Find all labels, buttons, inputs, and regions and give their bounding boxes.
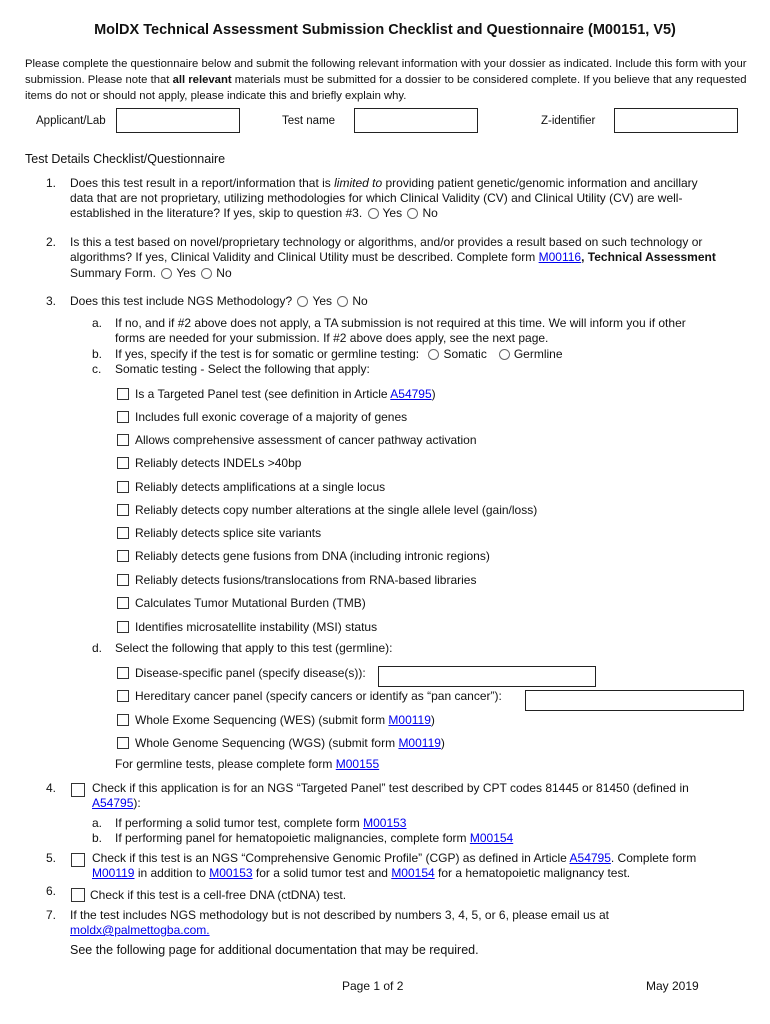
z-identifier-input[interactable] xyxy=(614,108,738,133)
m00153-link[interactable]: M00153 xyxy=(209,866,253,880)
somatic-item-label: Reliably detects INDELs >40bp xyxy=(135,456,302,470)
applicant-lab-label: Applicant/Lab xyxy=(36,115,106,127)
q5-line1: Check if this test is an NGS “Comprehensive Genomic Profile” (CGP) as defined in Article A54795. Complete form xyxy=(92,851,697,865)
somatic-label: Somatic xyxy=(443,347,487,361)
germline-item-label: Hereditary cancer panel (specify cancers or identify as “pan cancer”): xyxy=(135,689,502,703)
somatic-item-label: Reliably detects splice site variants xyxy=(135,526,322,540)
q3d-line: Select the following that apply to this test (germline): xyxy=(115,641,393,655)
germline-radio[interactable] xyxy=(499,349,510,360)
m00119-link[interactable]: M00119 xyxy=(92,866,135,880)
intro-paragraph xyxy=(25,56,750,104)
germline-checkbox[interactable] xyxy=(117,690,129,702)
somatic-checkbox[interactable] xyxy=(117,434,129,446)
q1-line3: established in the literature? If yes, skip to question #3. Yes No xyxy=(70,206,438,220)
q1-yes-radio[interactable] xyxy=(368,208,379,219)
q3a-letter: a. xyxy=(92,316,103,330)
test-name-label: Test name xyxy=(282,115,336,127)
m00154-link[interactable]: M00154 xyxy=(469,831,514,845)
q3-no-label: No xyxy=(352,294,368,308)
m00153-link[interactable]: M00153 xyxy=(363,816,407,830)
germline-item-label: Whole Exome Sequencing (WES) (submit form M00119) xyxy=(135,713,435,727)
intro-text-2: materials must be submitted for a dossier to be considered complete. If you believe that any requested items do not or should not apply, please indicate this and briefly explain why. xyxy=(25,74,747,102)
q2-number: 2. xyxy=(46,235,57,249)
q5-line2: M00119 in addition to M00153 for a solid tumor test and M00154 for a hematopoietic malignancy test. xyxy=(92,866,631,880)
somatic-checkbox[interactable] xyxy=(117,504,129,516)
q3-number: 3. xyxy=(46,294,57,308)
q3-no-radio[interactable] xyxy=(337,296,348,307)
somatic-checkbox[interactable] xyxy=(117,527,129,539)
test-name-input[interactable] xyxy=(354,108,478,133)
q7-line1: If the test includes NGS methodology but is not described by numbers 3, 4, 5, or 6, please email us at xyxy=(70,908,609,922)
somatic-checkbox[interactable] xyxy=(117,457,129,469)
q1-yes-label: Yes xyxy=(382,206,403,220)
q4-line2: A54795): xyxy=(92,796,141,810)
somatic-item-label: Reliably detects fusions/translocations from RNA-based libraries xyxy=(135,573,477,587)
somatic-checkbox[interactable] xyxy=(117,574,129,586)
somatic-checkbox[interactable] xyxy=(117,481,129,493)
q1-line1: Does this test result in a report/information that is limited to providing patient genetic/genomic information and ancillary xyxy=(70,176,698,190)
somatic-item-label: Reliably detects copy number alterations at the single allele level (gain/loss) xyxy=(135,503,538,517)
q6-line: Check if this test is a cell-free DNA (ctDNA) test. xyxy=(90,888,347,902)
q7-number: 7. xyxy=(46,908,57,922)
q6-checkbox[interactable] xyxy=(71,888,85,902)
q2-line2: algorithms? If yes, Clinical Validity and Clinical Utility must be described. Complete form M00116, Technical Assessment xyxy=(70,250,716,264)
germline-checkbox[interactable] xyxy=(117,714,129,726)
somatic-item-label: Allows comprehensive assessment of cancer pathway activation xyxy=(135,433,477,447)
somatic-checkbox[interactable] xyxy=(117,597,129,609)
z-identifier-label: Z-identifier xyxy=(541,115,596,127)
disease-specify-input[interactable] xyxy=(378,666,596,687)
somatic-checkbox[interactable] xyxy=(117,621,129,633)
q3a-line2: forms are needed for your submission. If #2 above does apply, see the next page. xyxy=(115,331,549,345)
q3-line: Does this test include NGS Methodology? Yes No xyxy=(70,294,368,308)
q1-no-radio[interactable] xyxy=(407,208,418,219)
somatic-item-label: Is a Targeted Panel test (see definition in Article A54795) xyxy=(135,387,436,401)
page-number: Page 1 of 2 xyxy=(342,979,404,993)
q2-no-radio[interactable] xyxy=(201,268,212,279)
q5-number: 5. xyxy=(46,851,57,865)
germline-checkbox[interactable] xyxy=(117,737,129,749)
a54795-link[interactable]: A54795 xyxy=(569,851,611,865)
somatic-checkbox[interactable] xyxy=(117,411,129,423)
q1-no-label: No xyxy=(422,206,438,220)
m00119-link[interactable]: M00119 xyxy=(388,713,431,727)
germline-item-label: Whole Genome Sequencing (WGS) (submit form M00119) xyxy=(135,736,445,750)
q2-no-label: No xyxy=(216,266,232,280)
q4-checkbox[interactable] xyxy=(71,783,85,797)
a54795-link[interactable]: A54795 xyxy=(390,387,432,401)
somatic-checkbox[interactable] xyxy=(117,388,129,400)
q3c-letter: c. xyxy=(92,362,102,376)
somatic-item-label: Includes full exonic coverage of a majority of genes xyxy=(135,410,408,424)
somatic-item-label: Calculates Tumor Mutational Burden (TMB) xyxy=(135,596,366,610)
page-title: MolDX Technical Assessment Submission Checklist and Questionnaire (M00151, V5) xyxy=(94,22,676,38)
q1-number: 1. xyxy=(46,176,57,190)
email-link[interactable]: moldx@palmettogba.com. xyxy=(70,923,210,937)
q2-form-link[interactable]: M00116 xyxy=(538,250,582,264)
somatic-radio[interactable] xyxy=(428,349,439,360)
somatic-item-label: Identifies microsatellite instability (MSI) status xyxy=(135,620,378,634)
q4a-letter: a. xyxy=(92,816,103,830)
q7-line2 xyxy=(70,923,210,938)
q2-line3: Summary Form. Yes No xyxy=(70,266,232,280)
m00119-link[interactable]: M00119 xyxy=(398,736,441,750)
intro-text-1: Please complete the questionnaire below and submit the following relevant information with your dossier as indicated. Include this form with your submission. Please note that xyxy=(25,58,747,86)
germline-label: Germline xyxy=(513,347,563,361)
somatic-item-label: Reliably detects gene fusions from DNA (including intronic regions) xyxy=(135,549,490,563)
footer-date: May 2019 xyxy=(646,979,699,993)
q2-line1: Is this a test based on novel/proprietary technology or algorithms, and/or provides a result based on such technology or xyxy=(70,235,703,249)
cancers-specify-input[interactable] xyxy=(525,690,744,711)
see-following-note: See the following page for additional documentation that may be required. xyxy=(70,943,479,957)
q3b-letter: b. xyxy=(92,347,103,361)
somatic-checkbox[interactable] xyxy=(117,550,129,562)
q3-yes-label: Yes xyxy=(312,294,333,308)
intro-bold: all relevant xyxy=(172,74,232,86)
m00154-link[interactable]: M00154 xyxy=(391,866,435,880)
q2-yes-label: Yes xyxy=(176,266,196,280)
germline-note: For germline tests, please complete form M00155 xyxy=(115,757,380,771)
somatic-item-label: Reliably detects amplifications at a single locus xyxy=(135,480,386,494)
q6-number: 6. xyxy=(46,884,57,898)
q4b-letter: b. xyxy=(92,831,103,845)
q3b-line: If yes, specify if the test is for somatic or germline testing: Somatic Germline xyxy=(115,347,563,361)
q2-yes-radio[interactable] xyxy=(161,268,172,279)
q3c-line: Somatic testing - Select the following that apply: xyxy=(115,362,370,376)
q5-checkbox[interactable] xyxy=(71,853,85,867)
q3-yes-radio[interactable] xyxy=(297,296,308,307)
applicant-lab-input[interactable] xyxy=(116,108,240,133)
a54795-link[interactable]: A54795 xyxy=(92,796,134,810)
section-title: Test Details Checklist/Questionnaire xyxy=(25,152,226,166)
q4a-line: If performing a solid tumor test, complete form M00153 xyxy=(115,816,407,830)
q4-line1: Check if this application is for an NGS “Targeted Panel” test described by CPT codes 81445 or 81450 (defined in xyxy=(92,781,689,795)
germline-checkbox[interactable] xyxy=(117,667,129,679)
q3d-letter: d. xyxy=(92,641,103,655)
q1-line2: data that are not proprietary, utilizing methodologies for which Clinical Validity (CV) and Clinical Utility (CV) are well- xyxy=(70,191,683,205)
q4-number: 4. xyxy=(46,781,57,795)
q3a-line1: If no, and if #2 above does not apply, a TA submission is not required at this time. We will inform you if other xyxy=(115,316,686,330)
germline-item-label: Disease-specific panel (specify disease(s)): xyxy=(135,666,366,680)
q4b-line: If performing panel for hematopoietic malignancies, complete form M00154 xyxy=(115,831,514,845)
m00155-link[interactable]: M00155 xyxy=(335,757,380,771)
